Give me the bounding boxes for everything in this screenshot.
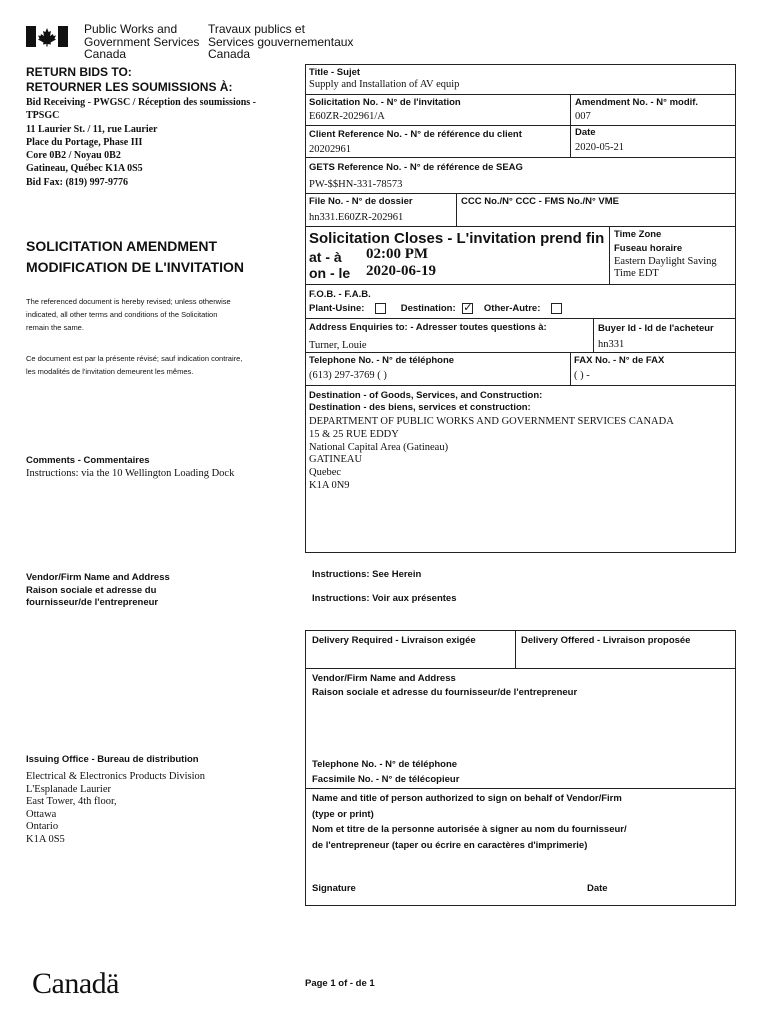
issuing-office-line: Electrical & Electronics Products Division [26, 771, 206, 782]
amendment-heading [26, 236, 244, 278]
checkmark-icon: ✓ [463, 300, 473, 314]
other-label: Other-Autre: [483, 303, 541, 314]
issuing-office-section [26, 754, 205, 847]
amendment-text-fr [26, 352, 242, 378]
signature-date-label: Date [587, 883, 608, 894]
amendment-label: Amendment No. - N° modif. [575, 97, 699, 108]
destination-line: National Capital Area (Gatineau) [309, 441, 449, 453]
destination-line: GATINEAU [309, 454, 363, 466]
destination-label: Destination: [400, 303, 456, 314]
authorized-line: Nom et titre de la personne autorisée à signer au nom du fournisseur/ [312, 824, 627, 835]
comments-section [26, 455, 234, 480]
vendor-label-fr: Raison sociale et adresse du fournisseur/de l'entrepreneur [312, 687, 578, 698]
file-number-field [309, 196, 413, 224]
authorized-person-field[interactable] [312, 791, 627, 853]
issuing-office-line: Ontario [26, 821, 59, 833]
file-value: hn331.E60ZR-202961 [309, 212, 404, 223]
signature-label: Signature [312, 883, 356, 894]
buyer-value: hn331 [598, 339, 625, 350]
page-number: Page 1 of - de 1 [305, 978, 375, 989]
tz-value-line: Time EDT [614, 268, 659, 279]
destination-line: Quebec [309, 467, 342, 479]
tz-label-fr: Fuseau horaire [614, 243, 683, 254]
destination-address [309, 416, 674, 493]
buyer-label: Buyer Id - Id de l'acheteur [598, 323, 714, 334]
fax-field [574, 355, 664, 382]
destination-checkbox[interactable] [462, 300, 473, 314]
file-label: File No. - N° de dossier [309, 196, 413, 207]
vendor-fax-label: Facsimile No. - N° de télécopieur [312, 774, 460, 785]
issuing-office-line: Ottawa [26, 808, 57, 820]
comments-label: Comments - Commentaires [26, 455, 150, 466]
return-bids-line: Core 0B2 / Noyau 0B2 [26, 150, 121, 162]
telephone-label: Telephone No. - N° de téléphone [309, 355, 455, 366]
gets-label: GETS Reference No. - N° de référence de SEAG [309, 162, 523, 173]
date-label: Date [575, 127, 596, 138]
destination-field [309, 390, 674, 493]
dept-en-line: Canada [84, 47, 127, 61]
tz-label-en: Time Zone [614, 229, 662, 240]
return-bids-line: TPSGC [26, 110, 60, 122]
amendment-title-en: SOLICITATION AMENDMENT [26, 238, 218, 254]
amendment-number-field [575, 97, 698, 123]
title-label: Title - Sujet [309, 67, 361, 78]
return-bids-line: Bid Fax: (819) 997-9776 [26, 176, 128, 188]
closes-on-value: 2020-06-19 [366, 263, 436, 279]
dept-fr-line: Travaux publics et [208, 22, 305, 36]
dept-fr-line: Services gouvernementaux [208, 34, 354, 49]
instructions-en: Instructions: See Herein [312, 569, 422, 580]
authorized-line: Name and title of person authorized to sign on behalf of Vendor/Firm [312, 793, 622, 804]
fax-label: FAX No. - N° de FAX [574, 355, 665, 366]
address-enquiries-field [309, 322, 547, 352]
amendment-title-fr: MODIFICATION DE L'INVITATION [26, 259, 244, 275]
time-zone-field [614, 229, 717, 280]
amendment-text-line: les modalités de l'invitation demeurent les mêmes. [26, 367, 194, 376]
return-bids-address [26, 96, 256, 189]
department-name-en [84, 23, 199, 61]
closes-at-value: 02:00 PM [366, 246, 429, 262]
amendment-text-line: The referenced document is hereby revised; unless otherwise [26, 297, 231, 306]
buyer-id-field [598, 323, 714, 351]
date-field [575, 127, 624, 154]
client-ref-value: 20202961 [309, 144, 351, 155]
client-ref-label: Client Reference No. - N° de référence du client [309, 129, 522, 140]
issuing-office-label: Issuing Office - Bureau de distribution [26, 754, 199, 765]
delivery-required-label: Delivery Required - Livraison exigée [312, 635, 476, 646]
return-bids-line: Place du Portage, Phase III [26, 136, 143, 148]
canada-flag-icon [26, 26, 68, 47]
vendor-label-en: Vendor/Firm Name and Address [312, 673, 456, 684]
destination-line: 15 & 25 RUE EDDY [309, 428, 399, 440]
dept-en-line: Public Works and [84, 22, 178, 36]
destination-label-fr: Destination - des biens, services et construction: [309, 402, 531, 413]
tz-value-line: Eastern Daylight Saving [614, 256, 717, 267]
vendor-telephone-label: Telephone No. - N° de téléphone [312, 759, 458, 770]
instructions-fr: Instructions: Voir aux présentes [312, 593, 457, 604]
fob-label: F.O.B. - F.A.B. [309, 289, 371, 300]
closes-on-label: on - le [309, 265, 351, 281]
destination-line: DEPARTMENT OF PUBLIC WORKS AND GOVERNMENT SERVICES CANADA [309, 416, 674, 427]
other-checkbox[interactable] [551, 303, 562, 314]
comments-value: Instructions: via the 10 Wellington Loading Dock [26, 468, 235, 479]
issuing-office-line: L'Esplanade Laurier [26, 783, 111, 795]
department-name-fr [208, 23, 353, 61]
telephone-value: (613) 297-3769 ( ) [309, 370, 387, 381]
fob-options [309, 302, 562, 316]
client-reference-field [309, 129, 522, 156]
ccc-label: CCC No./N° CCC - FMS No./N° VME [461, 196, 620, 207]
amendment-text-en [26, 295, 231, 334]
plant-label: Plant-Usine: [309, 303, 365, 314]
return-bids-title-fr: RETOURNER LES SOUMISSIONS À: [26, 80, 233, 94]
authorized-line: (type or print) [312, 808, 374, 820]
solicitation-value: E60ZR-202961/A [309, 111, 385, 122]
fax-value: ( ) - [574, 370, 590, 381]
vendor-left-line: fournisseur/de l'entrepreneur [26, 597, 159, 608]
issuing-office-line: East Tower, 4th floor, [26, 796, 117, 808]
return-bids-line: Gatineau, Québec K1A 0S5 [26, 163, 143, 175]
amendment-text-line: Ce document est par la présente révisé; sauf indication contraire, [26, 354, 243, 363]
solicitation-label: Solicitation No. - N° de l'invitation [309, 97, 461, 108]
gets-value: PW-$$HN-331-78573 [309, 179, 403, 190]
issuing-office-address [26, 771, 205, 847]
vendor-left-label [26, 572, 170, 610]
gets-reference-field [309, 162, 523, 191]
dept-en-line: Government Services [84, 34, 200, 49]
plant-checkbox[interactable] [375, 303, 386, 314]
issuing-office-line: K1A 0S5 [26, 833, 65, 845]
amendment-text-line: remain the same. [26, 323, 84, 332]
date-value: 2020-05-21 [575, 142, 624, 153]
amendment-value: 007 [575, 111, 591, 122]
destination-line: K1A 0N9 [309, 479, 350, 491]
telephone-field [309, 355, 454, 382]
closes-title: Solicitation Closes - L'invitation prend fin [309, 230, 605, 247]
closes-at-label: at - à [309, 249, 342, 265]
title-value: Supply and Installation of AV equip [309, 79, 460, 90]
vendor-left-line: Vendor/Firm Name and Address [26, 572, 170, 583]
vendor-name-address-field[interactable] [312, 673, 577, 699]
return-bids-line: Bid Receiving - PWGSC / Réception des soumissions - [26, 97, 257, 108]
dept-fr-line: Canada [208, 47, 251, 61]
address-enquiries-value: Turner, Louie [309, 340, 367, 351]
solicitation-number-field [309, 97, 461, 123]
return-bids-line: 11 Laurier St. / 11, rue Laurier [26, 123, 158, 135]
delivery-offered-label: Delivery Offered - Livraison proposée [521, 635, 691, 646]
return-bids-title [26, 65, 232, 95]
address-enquiries-label: Address Enquiries to: - Adresser toutes questions à: [309, 322, 547, 333]
destination-label-en: Destination - of Goods, Services, and Construction: [309, 390, 543, 401]
title-field [309, 67, 459, 91]
authorized-line: de l'entrepreneur (taper ou écrire en caractères d'imprimerie) [312, 839, 588, 851]
amendment-text-line: indicated, all other terms and conditions of the Solicitation [26, 310, 218, 319]
canada-wordmark: Canadä [32, 967, 119, 1000]
vendor-left-line: Raison sociale et adresse du [26, 584, 157, 596]
return-bids-title-en: RETURN BIDS TO: [26, 65, 132, 79]
